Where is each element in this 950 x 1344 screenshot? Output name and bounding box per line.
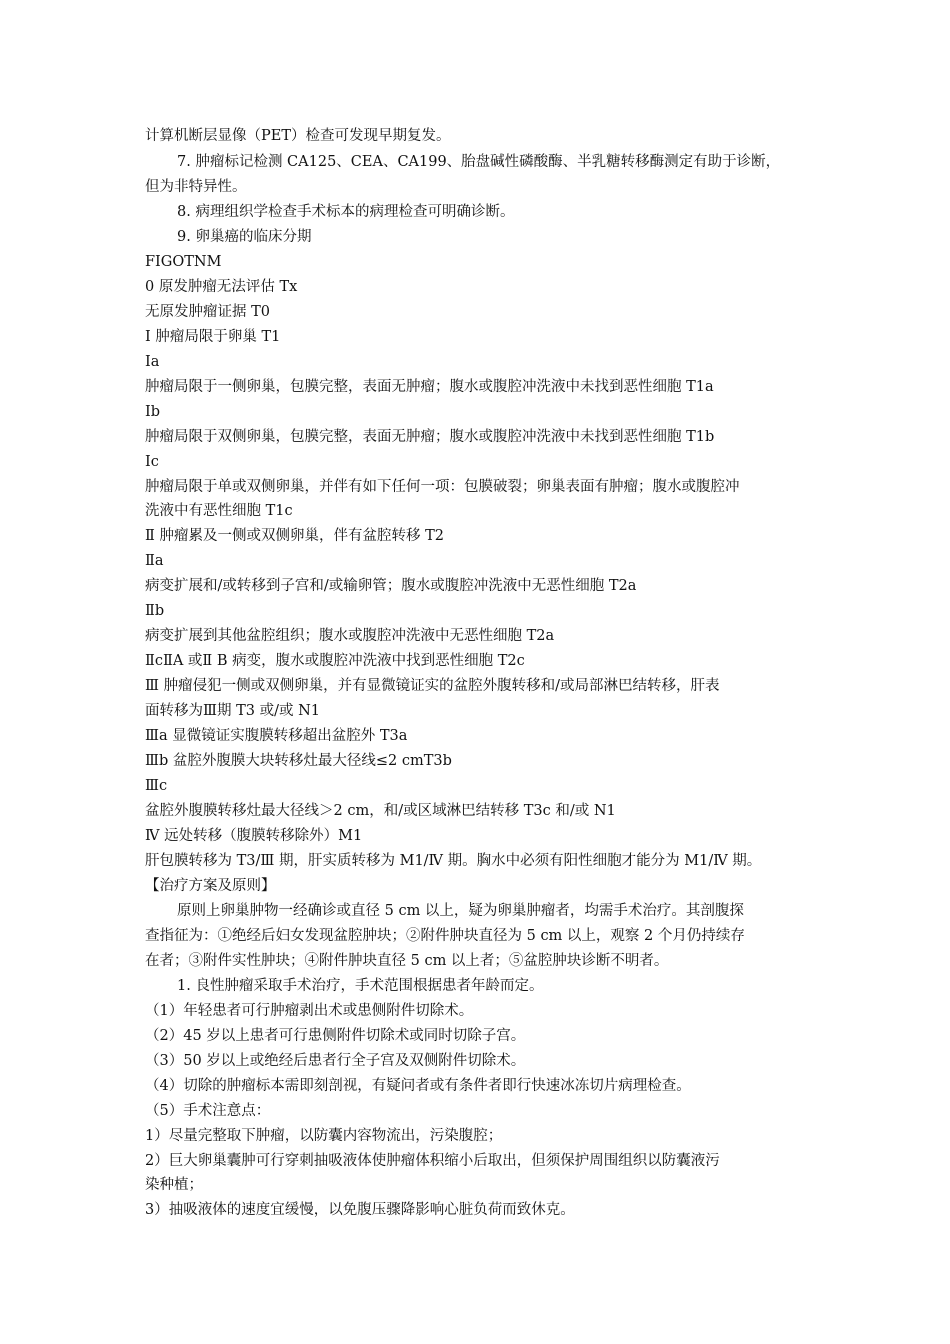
text-line: 1. 良性肿瘤采取手术治疗，手术范围根据患者年龄而定。 [177, 978, 544, 994]
text-line: Ⅲa 显微镜证实腹膜转移超出盆腔外 T3a [145, 728, 408, 744]
text-line: Ⅱ 肿瘤累及一侧或双侧卵巢，伴有盆腔转移 T2 [145, 528, 444, 544]
section-heading: 【治疗方案及原则】 [145, 878, 276, 894]
text-line: Ⅱa [145, 553, 164, 569]
text-line: 病变扩展和/或转移到子宫和/或输卵管；腹水或腹腔冲洗液中无恶性细胞 T2a [145, 578, 637, 594]
text-line: 1）尽量完整取下肿瘤，以防囊内容物流出，污染腹腔； [145, 1128, 503, 1144]
text-line: （2）45 岁以上患者可行患侧附件切除术或同时切除子宫。 [145, 1028, 526, 1044]
text-line: 8. 病理组织学检查手术标本的病理检查可明确诊断。 [177, 204, 515, 220]
text-line: （1）年轻患者可行肿瘤剥出术或患侧附件切除术。 [145, 1003, 474, 1019]
text-line: Ⅲ 肿瘤侵犯一侧或双侧卵巢，并有显微镜证实的盆腔外腹转移和/或局部淋巴结转移，肝表 [145, 678, 720, 694]
text-line: （5）手术注意点： [145, 1103, 271, 1119]
text-line: Ⅰc [145, 454, 159, 470]
text-line: 肿瘤局限于单或双侧卵巢，并伴有如下任何一项：包膜破裂；卵巢表面有肿瘤；腹水或腹腔冲 [145, 479, 740, 495]
text-line: 无原发肿瘤证据 T0 [145, 304, 271, 320]
text-line: 肿瘤局限于一侧卵巢，包膜完整，表面无肿瘤；腹水或腹腔冲洗液中未找到恶性细胞 T1a [145, 379, 714, 395]
text-line: 肿瘤局限于双侧卵巢，包膜完整，表面无肿瘤；腹水或腹腔冲洗液中未找到恶性细胞 T1b [145, 429, 715, 445]
text-line: 肝包膜转移为 T3/Ⅲ 期，肝实质转移为 M1/Ⅳ 期。胸水中必须有阳性细胞才能分为 M1/Ⅳ 期。 [145, 853, 762, 869]
text-line: 染种植； [145, 1177, 203, 1193]
text-line: 7. 肿瘤标记检测 CA125、CEA、CA199、胎盘碱性磷酸酶、半乳糖转移酶测定有助于诊断， [177, 154, 781, 170]
text-line: 盆腔外腹膜转移灶最大径线＞2 cm，和/或区域淋巴结转移 T3c 和/或 N1 [145, 803, 616, 819]
text-line: 在者；③附件实性肿块；④附件肿块直径 5 cm 以上者；⑤盆腔肿块诊断不明者。 [145, 953, 669, 969]
text-line: 病变扩展到其他盆腔组织；腹水或腹腔冲洗液中无恶性细胞 T2a [145, 628, 555, 644]
text-line: Ⅱb [145, 603, 165, 619]
text-line: Ⅰa [145, 354, 160, 370]
text-line: Ⅲc [145, 778, 168, 794]
text-line: Ⅳ 远处转移（腹膜转移除外）M1 [145, 828, 363, 844]
text-line: ⅡcⅡA 或Ⅱ B 病变，腹水或腹腔冲洗液中找到恶性细胞 T2c [145, 653, 525, 669]
text-line: Ⅰ 肿瘤局限于卵巢 T1 [145, 329, 281, 345]
text-line: 3）抽吸液体的速度宜缓慢，以免腹压骤降影响心脏负荷而致休克。 [145, 1202, 575, 1218]
text-line: 2）巨大卵巢囊肿可行穿刺抽吸液体使肿瘤体积缩小后取出，但须保护周围组织以防囊液污 [145, 1153, 720, 1169]
text-line: （3）50 岁以上或绝经后患者行全子宫及双侧附件切除术。 [145, 1053, 526, 1069]
text-line: 面转移为Ⅲ期 T3 或/或 N1 [145, 703, 321, 719]
text-line: 9. 卵巢癌的临床分期 [177, 229, 312, 245]
text-line: 洗液中有恶性细胞 T1c [145, 503, 293, 519]
text-line: 查指征为：①绝经后妇女发现盆腔肿块；②附件肿块直径为 5 cm 以上，观察 2 个月仍持续存 [145, 928, 745, 944]
text-line: 计算机断层显像（PET）检查可发现早期复发。 [145, 128, 451, 144]
text-line: 0 原发肿瘤无法评估 Tx [145, 279, 298, 295]
text-line: FIGOTNM [145, 254, 222, 270]
text-line: 原则上卵巢肿物一经确诊或直径 5 cm 以上，疑为卵巢肿瘤者，均需手术治疗。其剖腹探 [177, 903, 744, 919]
text-line: Ⅰb [145, 404, 161, 420]
text-line: （4）切除的肿瘤标本需即刻剖视，有疑问者或有条件者即行快速冰冻切片病理检查。 [145, 1078, 691, 1094]
text-line: Ⅲb 盆腔外腹膜大块转移灶最大径线≤2 cmT3b [145, 753, 452, 769]
text-line: 但为非特异性。 [145, 179, 247, 195]
